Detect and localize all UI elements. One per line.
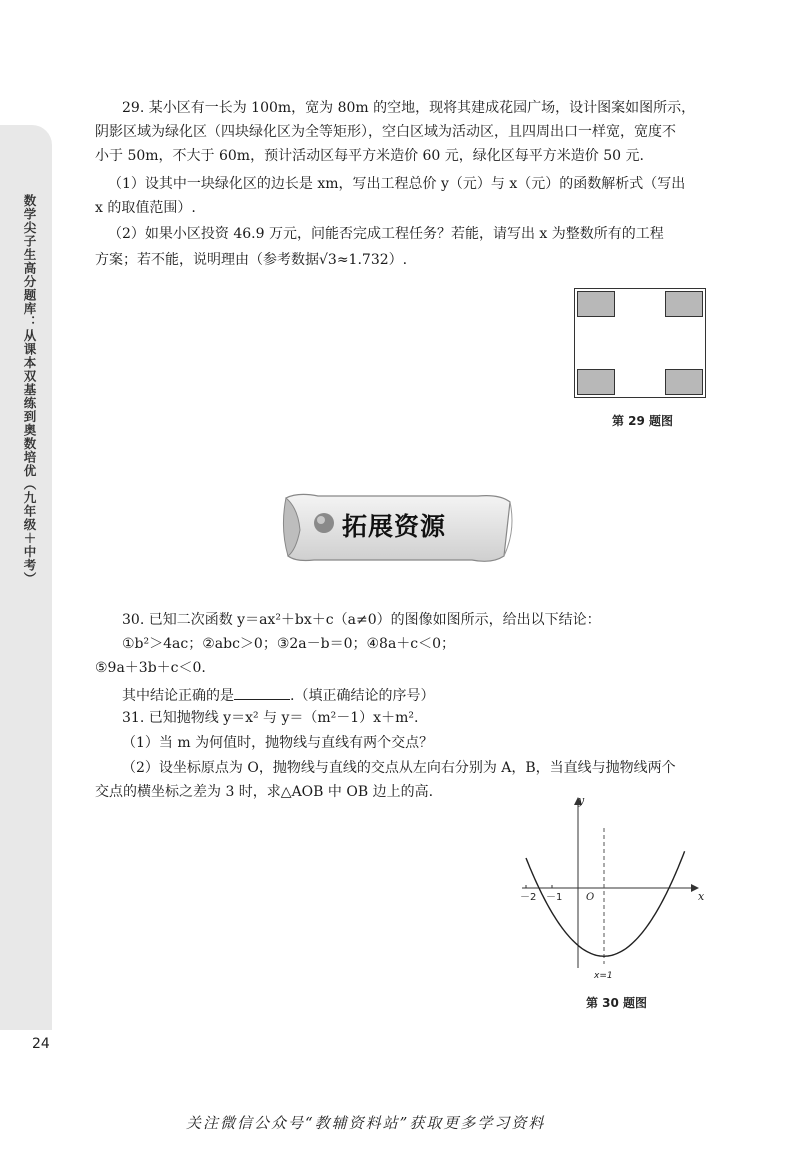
y-axis-label: y [578, 794, 585, 807]
page-number: 24 [32, 1036, 50, 1052]
q29-line-5: x 的取值范围）. [95, 200, 196, 216]
q31-line-4: 交点的横坐标之差为 3 时，求△AOB 中 OB 边上的高. [95, 784, 434, 800]
q29-line-3: 小于 50m，不大于 60m，预计活动区每平方米造价 60 元，绿化区每平方米造价 50 元. [95, 148, 644, 164]
section-title: 拓展资源 [342, 512, 447, 541]
q30-line-2: ①b²＞4ac；②abc＞0；③2a－b＝0；④8a＋c＜0； [122, 636, 456, 652]
green-area-bottom-left [577, 369, 615, 395]
q29-line-4: （1）设其中一块绿化区的边长是 xm，写出工程总价 y（元）与 x（元）的函数解析式（写出 [108, 176, 686, 192]
tick-label-minus-1: －1 [546, 892, 563, 903]
q29-caption: 第 29 题图 [612, 414, 674, 428]
q30-answer-blank[interactable] [234, 685, 290, 700]
q30-line-1: 30. 已知二次函数 y＝ax²＋bx＋c（a≠0）的图像如图所示，给出以下结论： [122, 612, 601, 628]
book-title-vertical: 数学尖子生高分题库：从课本双基练到奥数培优（九年级＋中考） [22, 194, 37, 586]
q30-parabola-graph [518, 788, 708, 988]
q30-answer-suffix: .（填正确结论的序号） [290, 688, 435, 704]
q30-answer-line [122, 685, 434, 706]
green-area-top-left [577, 291, 615, 317]
q29-figure [574, 288, 706, 398]
green-area-top-right [665, 291, 703, 317]
q30-caption: 第 30 题图 [586, 996, 648, 1010]
q31-line-3: （2）设坐标原点为 O，抛物线与直线的交点从左向右分别为 A，B，当直线与抛物线两个 [122, 760, 676, 776]
q29-line-1: 29. 某小区有一长为 100m，宽为 80m 的空地，现将其建成花园广场，设计图案如图所示， [122, 100, 696, 116]
parabola-curve [526, 851, 685, 956]
green-area-bottom-right [665, 369, 703, 395]
origin-label: O [586, 892, 595, 903]
q30-line-3: ⑤9a＋3b＋c＜0. [95, 660, 206, 676]
tick-label-minus-2: －2 [520, 892, 537, 903]
q29-line-7: 方案；若不能，说明理由（参考数据√3≈1.732）. [95, 252, 408, 268]
q30-answer-prefix: 其中结论正确的是 [122, 688, 234, 704]
q29-line-6: （2）如果小区投资 46.9 万元，问能否完成工程任务？若能，请写出 x 为整数所有的工程 [108, 226, 664, 242]
q31-line-2: （1）当 m 为何值时，抛物线与直线有两个交点？ [122, 735, 434, 751]
footer-watermark: 关注微信公众号“教辅资料站”获取更多学习资料 [186, 1114, 546, 1132]
q29-line-2: 阴影区域为绿化区（四块绿化区为全等矩形），空白区域为活动区，且四周出口一样宽，宽度不 [95, 124, 676, 140]
symmetry-axis-label: x=1 [594, 971, 613, 981]
q31-line-1: 31. 已知抛物线 y＝x² 与 y＝（m²－1）x＋m². [122, 710, 419, 726]
x-axis-label: x [698, 890, 705, 903]
